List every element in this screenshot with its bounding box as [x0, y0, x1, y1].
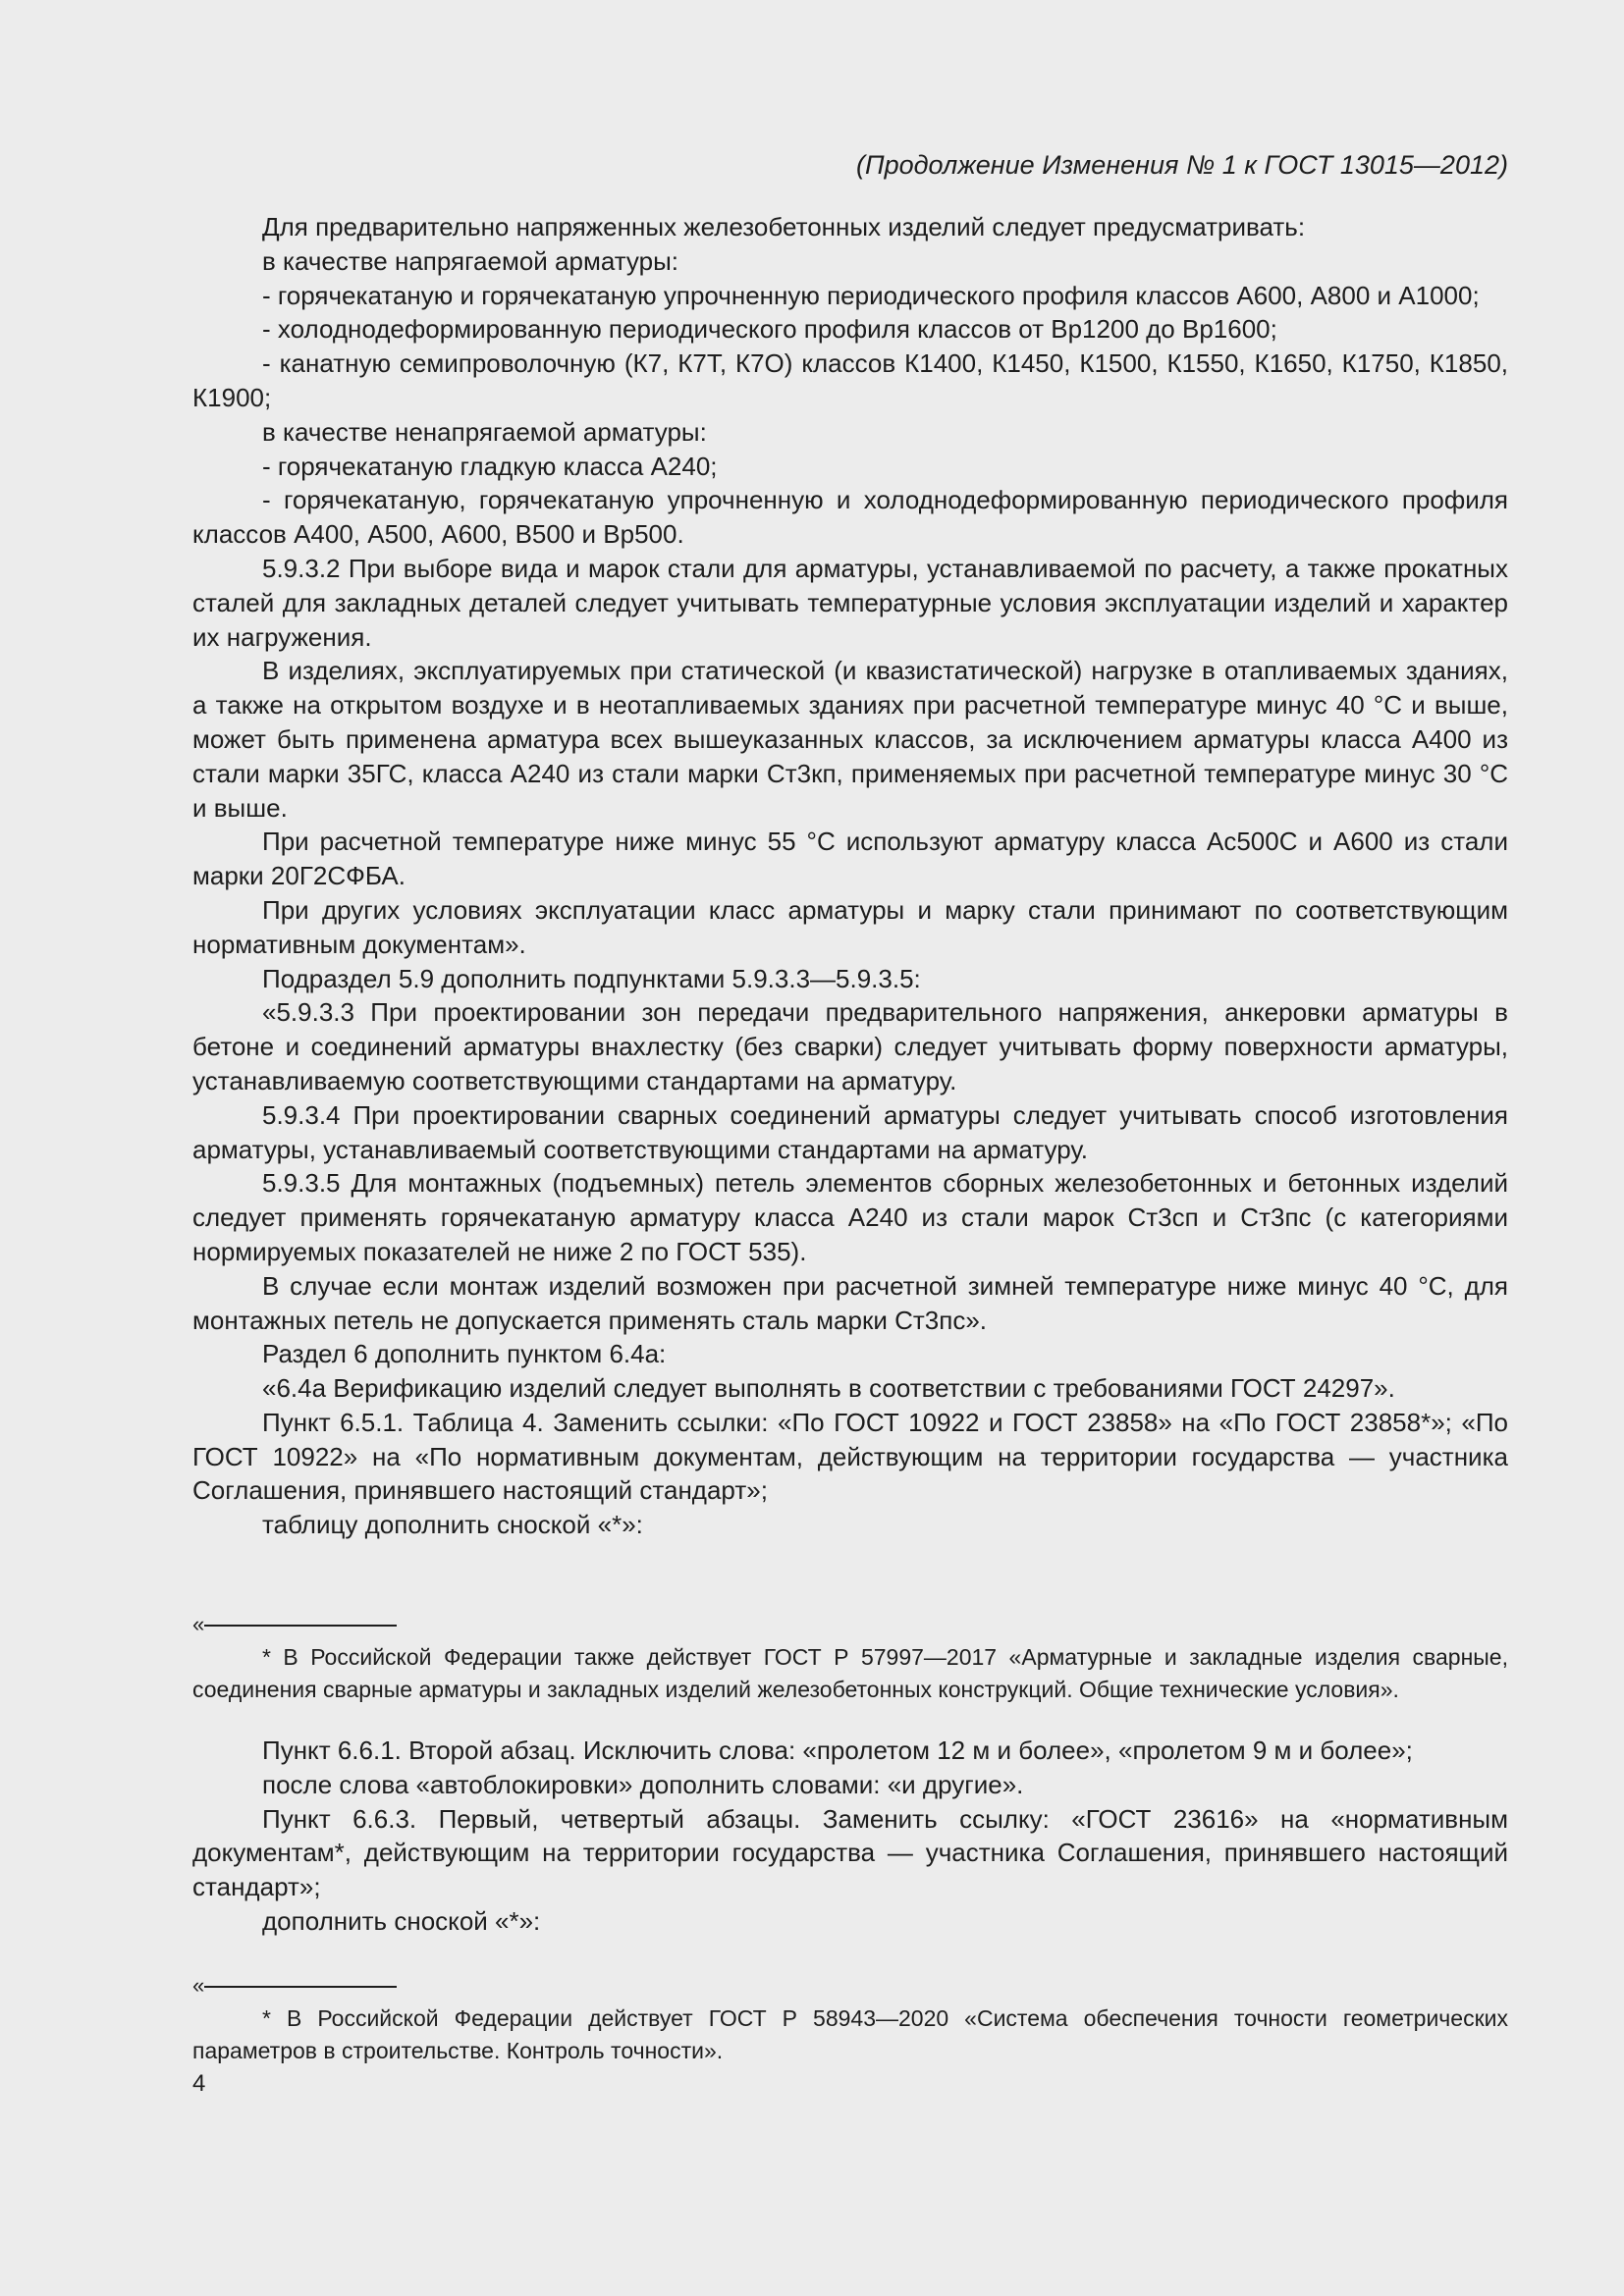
main-body-continued [192, 1734, 1508, 1939]
footnote-1 [192, 1612, 1508, 1706]
paragraph: При расчетной температуре ниже минус 55 °С используют арматуру класса Ас500С и А600 из стали марки 20Г2СФБА. [192, 827, 1508, 891]
paragraph: - горячекатаную гладкую класса А240; [262, 451, 718, 481]
paragraph: «5.9.3.3 При проектировании зон передачи предварительного напряжения, анкеровки арматуры в бетоне и соединений арматуры внахлестку (без сварки) следует учитывать форму поверхности арматуры, устанавливаемую соответствующими стандартами на арматуру. [192, 997, 1508, 1095]
paragraph: При других условиях эксплуатации класс арматуры и марку стали принимают по соответствующим нормативным документам». [192, 894, 1508, 959]
paragraph: - канатную семипроволочную (К7, К7Т, К7О) классов К1400, К1450, К1500, К1550, К1650, К1750, К1850, К1900; [192, 348, 1508, 412]
footnote-text: * В Российской Федерации действует ГОСТ Р 58943—2020 «Система обеспечения точности геометрических параметров в строительстве. Контроль точности». [192, 2005, 1508, 2063]
footnote-quote-mark: « [192, 1612, 205, 1636]
footnote-rule [204, 1625, 397, 1627]
paragraph: Пункт 6.5.1. Таблица 4. Заменить ссылки: «По ГОСТ 10922 и ГОСТ 23858» на «По ГОСТ 23858*»; «По ГОСТ 10922» на «По нормативным документам, действующим на территории государства — участника Соглашения, принявшего настоящий стандарт»; [192, 1407, 1508, 1506]
paragraph: В случае если монтаж изделий возможен при расчетной зимней температуре ниже минус 40 °С, для монтажных петель не допускается применять сталь марки Ст3пс». [192, 1270, 1508, 1335]
paragraph: 5.9.3.5 Для монтажных (подъемных) петель элементов сборных железобетонных и бетонных изделий следует применять горячекатаную арматуру класса А240 из стали марок Ст3сп и Ст3пс (с категориями нормируемых показателей не ниже 2 по ГОСТ 535). [192, 1168, 1508, 1266]
paragraph: после слова «автоблокировки» дополнить словами: «и другие». [262, 1769, 1024, 1799]
paragraph: Для предварительно напряженных железобетонных изделий следует предусматривать: [262, 212, 1306, 241]
paragraph: Раздел 6 дополнить пунктом 6.4а: [262, 1339, 667, 1369]
paragraph: в качестве напрягаемой арматуры: [262, 245, 679, 276]
footnote-separator [192, 1973, 1508, 1998]
page-number: 4 [192, 2070, 206, 2097]
footnote-2 [192, 1973, 1508, 2067]
paragraph: таблицу дополнить сноской «*»: [262, 1510, 643, 1540]
paragraph: 5.9.3.2 При выборе вида и марок стали для арматуры, устанавливаемой по расчету, а также прокатных сталей для закладных деталей следует учитывать температурные условия эксплуатации изделий и характер их нагружения. [192, 553, 1508, 652]
paragraph: - горячекатаную и горячекатаную упрочненную периодического профиля классов А600, А800 и А1000; [262, 280, 1480, 310]
paragraph: - горячекатаную, горячекатаную упрочненную и холоднодеформированную периодического профиля классов А400, А500, А600, В500 и Вр500. [192, 485, 1508, 550]
paragraph: Пункт 6.6.3. Первый, четвертый абзацы. Заменить ссылку: «ГОСТ 23616» на «нормативным документам*, действующим на территории государства — участника Соглашения, принявшего настоящий стандарт»; [192, 1803, 1508, 1902]
paragraph: дополнить сноской «*»: [262, 1905, 541, 1936]
paragraph: Пункт 6.6.1. Второй абзац. Исключить слова: «пролетом 12 м и более», «пролетом 9 м и более»; [262, 1735, 1413, 1765]
paragraph: 5.9.3.4 При проектировании сварных соединений арматуры следует учитывать способ изготовления арматуры, устанавливаемый соответствующими стандартами на арматуру. [192, 1099, 1508, 1164]
main-body [192, 210, 1508, 1542]
paragraph: - холоднодеформированную периодического профиля классов от Вр1200 до Вр1600; [262, 314, 1277, 345]
paragraph: В изделиях, эксплуатируемых при статической (и квазистатической) нагрузке в отапливаемых зданиях, а также на открытом воздухе и в неотапливаемых зданиях при расчетной температуре минус 40 °С и выше, может быть применена арматура всех вышеуказанных классов, за исключением арматуры класса А400 из стали марки 35ГС, класса А240 из стали марки Ст3кп, применяемых при расчетной температуре минус 30 °С и выше. [192, 656, 1508, 823]
footnote-text: * В Российской Федерации также действует ГОСТ Р 57997—2017 «Арматурные и закладные изделия сварные, соединения сварные арматуры и закладных изделий железобетонных конструкций. Общие технические условия». [192, 1644, 1508, 1702]
footnote-separator [192, 1612, 1508, 1636]
paragraph: в качестве ненапрягаемой арматуры: [262, 416, 707, 447]
paragraph: «6.4а Верификацию изделий следует выполнять в соответствии с требованиями ГОСТ 24297». [262, 1373, 1395, 1404]
footnote-rule [204, 1986, 397, 1988]
paragraph: Подраздел 5.9 дополнить подпунктами 5.9.3.3—5.9.3.5: [262, 963, 921, 993]
continuation-header: (Продолжение Изменения № 1 к ГОСТ 13015—2012) [856, 150, 1508, 180]
footnote-quote-mark: « [192, 1973, 205, 1998]
